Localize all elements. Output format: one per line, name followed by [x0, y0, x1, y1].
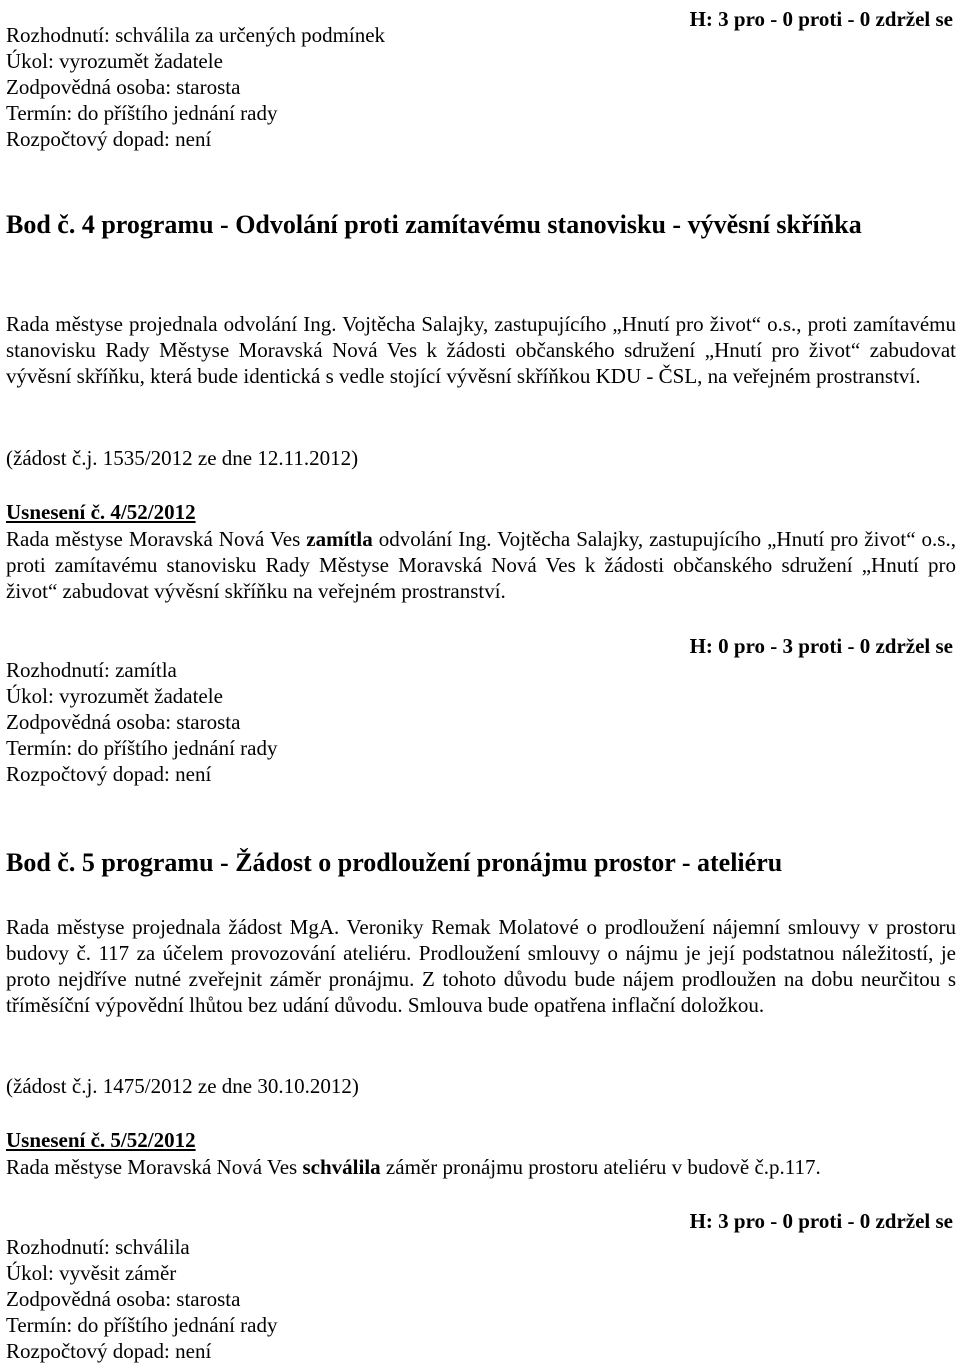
request-reference: (žádost č.j. 1475/2012 ze dne 30.10.2012) [6, 1074, 359, 1098]
resolution-text: Rada městyse Moravská Nová Ves zamítla odvolání Ing. Vojtěcha Salajky, zastupujícího „Hnutí pro život“ o.s., proti zamítavému stanovisku Rady Městyse Moravská Nová Ves k žádosti občanského sdružení „Hnutí pro život“ zabudovat vývěsní skříňku na veřejném prostranství. [6, 527, 956, 603]
responsible-line: Zodpovědná osoba: starosta [6, 1287, 241, 1311]
deadline-line: Termín: do příštího jednání rady [6, 101, 278, 125]
decision-block [6, 657, 277, 787]
vote-result: H: 0 pro - 3 proti - 0 zdržel se [689, 634, 953, 658]
budget-line: Rozpočtový dopad: není [6, 762, 212, 786]
deadline-line: Termín: do příštího jednání rady [6, 1313, 278, 1337]
item-heading: Bod č. 5 programu - Žádost o prodloužení pronájmu prostor - ateliéru [6, 848, 783, 877]
task-line: Úkol: vyrozumět žadatele [6, 684, 223, 708]
resolution-text: Rada městyse Moravská Nová Ves schválila záměr pronájmu prostoru ateliéru v budově č.p.117. [6, 1155, 821, 1179]
vote-result: H: 3 pro - 0 proti - 0 zdržel se [689, 7, 953, 31]
decision-line: Rozhodnutí: zamítla [6, 658, 177, 682]
resolution-title: Usnesení č. 4/52/2012 [6, 500, 196, 524]
request-reference: (žádost č.j. 1535/2012 ze dne 12.11.2012) [6, 446, 359, 470]
vote-result: H: 3 pro - 0 proti - 0 zdržel se [689, 1209, 953, 1233]
item-description: Rada městyse projednala žádost MgA. Veroniky Remak Molatové o prodloužení nájemní smlouvy v prostoru budovy č. 117 za účelem provozování ateliéru. Prodloužení smlouvy o nájmu je její podstatnou náležitostí, je proto nejdříve nutné zveřejnit záměr pronájmu. Z tohoto důvodu bude nájem prodloužen na dobu neurčitou s tříměsíční výpovědní lhůtou bez udání důvodu. Smlouva bude opatřena inflační doložkou. [6, 915, 956, 1017]
item-heading: Bod č. 4 programu - Odvolání proti zamítavému stanovisku - vývěsní skříňka [6, 210, 862, 239]
responsible-line: Zodpovědná osoba: starosta [6, 710, 241, 734]
task-line: Úkol: vyvěsit záměr [6, 1261, 177, 1285]
responsible-line: Zodpovědná osoba: starosta [6, 75, 241, 99]
deadline-line: Termín: do příštího jednání rady [6, 736, 278, 760]
item-description: Rada městyse projednala odvolání Ing. Vojtěcha Salajky, zastupujícího „Hnutí pro život“ o.s., proti zamítavému stanovisku Rady Městyse Moravská Nová Ves k žádosti občanského sdružení „Hnutí pro život“ zabudovat vývěsní skříňku, která bude identická s vedle stojící vývěsní skříňkou KDU - ČSL, na veřejném prostranství. [6, 312, 956, 388]
resolution-verb: zamítla [306, 527, 373, 551]
decision-line: Rozhodnutí: schválila [6, 1235, 190, 1259]
decision-block [6, 1234, 277, 1364]
decision-line: Rozhodnutí: schválila za určených podmínek [6, 23, 386, 47]
task-line: Úkol: vyrozumět žadatele [6, 49, 223, 73]
budget-line: Rozpočtový dopad: není [6, 1339, 212, 1363]
resolution-verb: schválila [302, 1155, 381, 1179]
decision-block [6, 22, 385, 152]
budget-line: Rozpočtový dopad: není [6, 127, 212, 151]
resolution-title: Usnesení č. 5/52/2012 [6, 1128, 196, 1152]
